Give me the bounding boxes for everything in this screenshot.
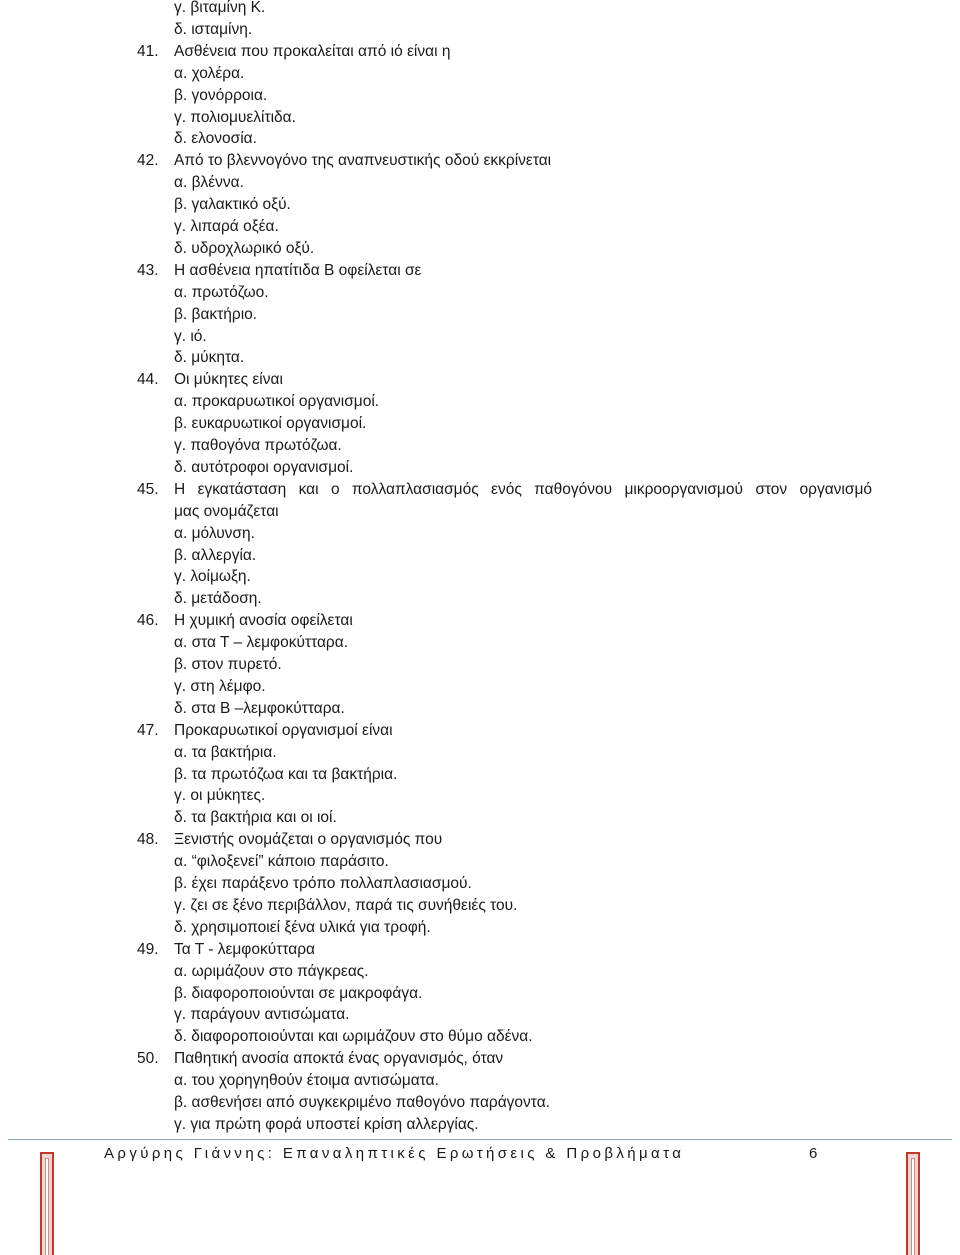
answer-option-text: δ. τα βακτήρια και οι ιοί. [174,809,337,827]
answer-option [0,326,960,348]
answer-option [0,1070,960,1092]
question-number: 50. [137,1050,159,1068]
answer-option [0,216,960,238]
answer-option-text: α. στα Τ – λεμφοκύτταρα. [174,634,349,652]
answer-option [0,917,960,939]
question-text: Ασθένεια που προκαλείται από ιό είναι η [174,42,451,60]
answer-option [0,347,960,369]
answer-option [0,588,960,610]
question-text: Ξενιστής ονομάζεται ο οργανισμός που [174,831,443,849]
question-text: Η χυμική ανοσία οφείλεται [174,612,353,630]
answer-option-text: β. βακτήριο. [174,305,258,323]
answer-option [0,1092,960,1114]
answer-option-text: α. του χορηγηθούν έτοιμα αντισώματα. [174,1072,439,1090]
answer-option-text: β. γαλακτικό οξύ. [174,196,291,214]
footer-author-title: Αργύρης Γιάννης: Επαναληπτικές Ερωτήσεις & Προβλήματα [104,1145,685,1162]
answer-option [0,107,960,129]
answer-option-text: γ. βιταμίνη Κ. [174,0,266,16]
answer-option-text: δ. στα Β –λεμφοκύτταρα. [174,699,345,717]
answer-option-text: α. “φιλοξενεί” κάποιο παράσιτο. [174,853,389,871]
answer-option [0,457,960,479]
answer-option [0,676,960,698]
page-border-decoration [906,1152,920,1255]
answer-option [0,742,960,764]
page-number: 6 [809,1145,818,1162]
answer-option [0,391,960,413]
answer-option [0,983,960,1005]
answer-option-text: α. μόλυνση. [174,524,255,542]
answer-option [0,19,960,41]
answer-option-text: β. έχει παράξενο τρόπο πολλαπλασιασμού. [174,875,472,892]
question-line [0,369,960,391]
answer-option [0,566,960,588]
question-line [0,479,960,501]
answer-option-text: α. βλέννα. [174,174,244,192]
answer-option [0,523,960,545]
question-text: Οι μύκητες είναι [174,371,283,389]
answer-option [0,807,960,829]
question-number: 44. [137,371,159,389]
question-text: Παθητική ανοσία αποκτά ένας οργανισμός, όταν [174,1050,504,1068]
answer-option-text: β. γονόρροια. [174,86,268,104]
answer-option-text: β. αλλεργία. [174,546,257,564]
answer-option [0,85,960,107]
answer-option-text: α. προκαρυωτικοί οργανισμοί. [174,393,380,411]
answer-option-text: γ. παθογόνα πρωτόζωα. [174,437,342,454]
question-number: 49. [137,940,159,958]
answer-option [0,304,960,326]
answer-option-text: α. χολέρα. [174,64,245,82]
answer-option-text: γ. στη λέμφο. [174,677,266,695]
question-number: 42. [137,152,159,170]
answer-option [0,1114,960,1136]
answer-option-text: α. ωριμάζουν στο πάγκρεας. [174,962,369,980]
answer-option-text: β. στον πυρετό. [174,656,282,673]
answer-option [0,282,960,304]
answer-option [0,501,960,523]
footer-divider [8,1139,952,1140]
page-border-decoration [40,1152,54,1255]
answer-option [0,1004,960,1026]
question-line [0,260,960,282]
answer-option-text: δ. αυτότροφοι οργανισμοί. [174,458,354,476]
question-line [0,41,960,63]
answer-option [0,654,960,676]
answer-option [0,961,960,983]
question-line [0,150,960,172]
answer-option [0,128,960,150]
answer-option-text: α. πρωτόζωο. [174,283,269,301]
question-number: 41. [137,42,159,60]
answer-option [0,172,960,194]
answer-option-text: δ. μετάδοση. [174,590,262,608]
answer-option-text: γ. οι μύκητες. [174,787,266,805]
answer-option-text: β. τα πρωτόζωα και τα βακτήρια. [174,765,398,783]
answer-option [0,435,960,457]
question-number: 48. [137,831,159,849]
question-text: Η ασθένεια ηπατίτιδα Β οφείλεται σε [174,261,422,279]
answer-option-text: γ. ιό. [174,327,207,345]
answer-option-text: δ. ελονοσία. [174,130,257,148]
answer-option-text: δ. μύκητα. [174,349,245,367]
answer-option-text: γ. λοίμωξη. [174,568,251,586]
answer-option-text: δ. ισταμίνη. [174,20,253,38]
answer-option-text: β. ασθενήσει από συγκεκριμένο παθογόνο παράγοντα. [174,1094,550,1111]
question-number: 45. [137,480,159,498]
question-text: Η εγκατάσταση και ο πολλαπλασιασμός ενός παθογόνου μικροοργανισμού στον οργανισμό [174,480,872,498]
answer-option [0,545,960,567]
answer-option [0,1026,960,1048]
question-line [0,610,960,632]
answer-option [0,698,960,720]
question-number: 46. [137,612,159,630]
question-text: Από το βλεννογόνο της αναπνευστικής οδού εκκρίνεται [174,152,552,170]
answer-option [0,873,960,895]
question-line [0,720,960,742]
answer-option-text: β. ευκαρυωτικοί οργανισμοί. [174,415,367,433]
answer-option [0,238,960,260]
question-number: 47. [137,721,159,739]
question-number: 43. [137,261,159,279]
answer-option-text: α. τα βακτήρια. [174,743,277,761]
answer-option [0,194,960,216]
answer-option [0,413,960,435]
answer-option [0,0,960,19]
answer-option-text: δ. υδροχλωρικό οξύ. [174,239,315,257]
answer-option-text: γ. λιπαρά οξέα. [174,218,279,235]
question-text: Προκαρυωτικοί οργανισμοί είναι [174,721,393,739]
answer-option-text: γ. ζει σε ξένο περιβάλλον, παρά τις συνήθειές του. [174,896,518,914]
answer-option-text: δ. διαφοροποιούνται και ωριμάζουν στο θύμο αδένα. [174,1028,533,1046]
question-text: Τα Τ - λεμφοκύτταρα [174,940,315,958]
answer-option-text: μας ονομάζεται [174,502,279,520]
answer-option-text: γ. για πρώτη φορά υποστεί κρίση αλλεργίας. [174,1115,479,1133]
answer-option [0,851,960,873]
answer-option [0,63,960,85]
answer-option-text: β. διαφοροποιούνται σε μακροφάγα. [174,984,423,1002]
question-line [0,939,960,961]
question-line [0,1048,960,1070]
answer-option [0,764,960,786]
question-line [0,829,960,851]
answer-option [0,895,960,917]
answer-option-text: δ. χρησιμοποιεί ξένα υλικά για τροφή. [174,918,431,936]
answer-option [0,632,960,654]
answer-option-text: γ. παράγουν αντισώματα. [174,1006,350,1024]
answer-option-text: γ. πολιομυελίτιδα. [174,108,296,126]
answer-option [0,785,960,807]
